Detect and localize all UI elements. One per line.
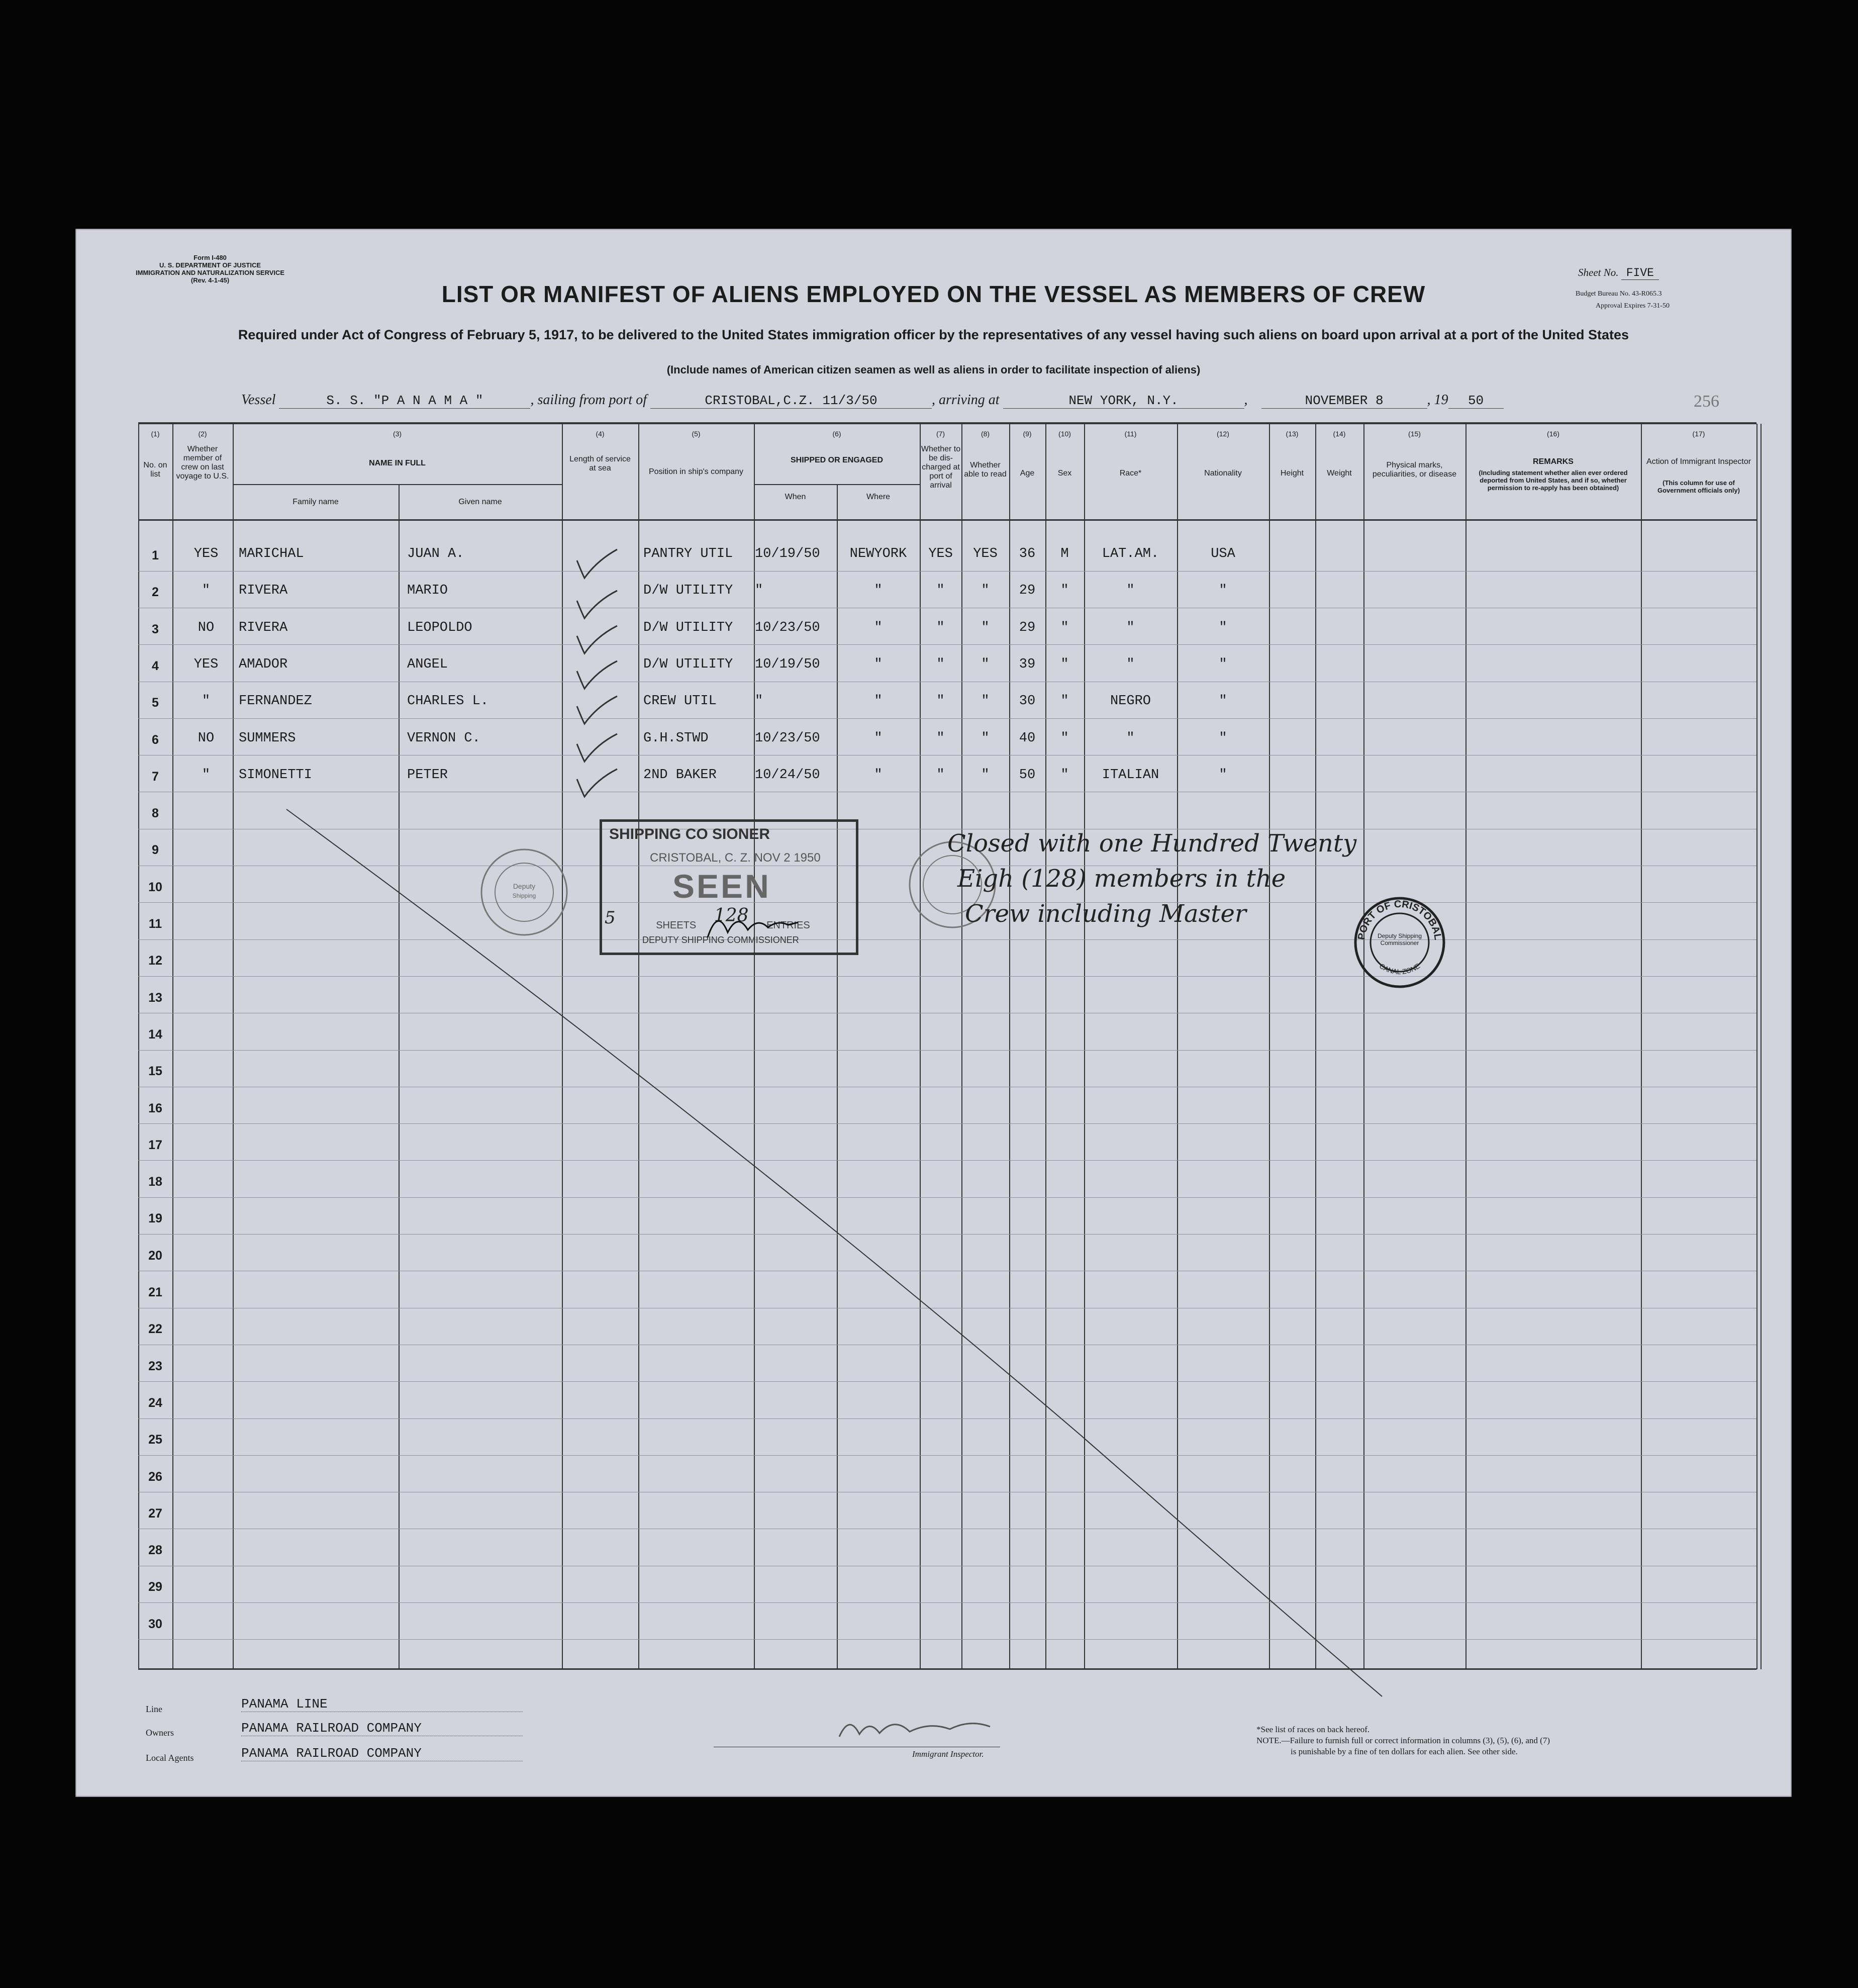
stamp-sheets-label: SHEETS (656, 920, 697, 931)
department: U. S. DEPARTMENT OF JUSTICE (159, 261, 261, 269)
header-physical-marks: Physical marks, peculiarities, or disease (1372, 461, 1457, 479)
row-number: 30 (148, 1617, 162, 1631)
cell-race: LAT.AM. (1102, 546, 1159, 561)
row-number: 4 (152, 658, 159, 673)
page-title: LIST OR MANIFEST OF ALIENS EMPLOYED ON THE VESSEL AS MEMBERS OF CREW (441, 281, 1426, 307)
row-number: 18 (148, 1175, 162, 1189)
form-number: Form I-480 (193, 254, 227, 261)
cell-given: MARIO (407, 583, 448, 599)
handwritten-note-line: Closed with one Hundred Twenty (947, 829, 1357, 858)
cell-age: 36 (1019, 546, 1036, 561)
column-number: (11) (1124, 430, 1137, 438)
header-remarks: REMARKS (1533, 457, 1574, 466)
cell-read: " (981, 620, 990, 635)
handwritten-note-line: Crew including Master (965, 900, 1246, 928)
seal-inner-text: Deputy Shipping Commissioner (1377, 932, 1422, 946)
header-position: Position in ship's company (648, 467, 744, 476)
cell-read: " (981, 767, 990, 783)
row-number: 23 (148, 1359, 162, 1373)
arrival-date: NOVEMBER 8 (1261, 393, 1427, 409)
row-number: 24 (148, 1395, 162, 1410)
cell-position: D/W UTILITY (643, 656, 733, 672)
seal-outer-text: PORT OF CRISTOBAL (1356, 898, 1443, 941)
cell-when: 10/19/50 (755, 546, 820, 561)
sheet-number-label: Sheet No. (1578, 266, 1619, 278)
column-number: (9) (1023, 430, 1032, 438)
departure-port: CRISTOBAL,C.Z. 11/3/50 (650, 393, 932, 409)
cell-position: 2ND BAKER (643, 767, 717, 783)
row-number: 26 (148, 1469, 162, 1484)
handwritten-note-line: Eigh (128) members in the (957, 865, 1286, 893)
header-last-voyage: Whether member of crew on last voyage to U.S. (176, 445, 229, 481)
header-given-name: Given name (458, 498, 502, 506)
cell-family: FERNANDEZ (239, 694, 312, 709)
cell-given: LEOPOLDO (407, 620, 472, 635)
year-prefix: 19 (1434, 392, 1448, 408)
cell-age: 50 (1019, 767, 1036, 783)
cell-prev: " (202, 694, 211, 709)
row-number: 10 (148, 880, 162, 894)
row-number: 25 (148, 1433, 162, 1447)
stamp-entries-label: ENTRIES (766, 920, 810, 931)
cell-race: ITALIAN (1102, 767, 1159, 783)
cell-age: 29 (1019, 583, 1036, 599)
inspector-signature-icon (829, 1709, 1020, 1747)
cell-nationality: " (1219, 767, 1227, 783)
cell-discharge: " (936, 656, 945, 672)
cell-given: CHARLES L. (407, 694, 489, 709)
header-height: Height (1280, 469, 1304, 478)
cell-family: SIMONETTI (239, 767, 312, 783)
footer-note-penalty: NOTE.—Failure to furnish full or correct information in columns (3), (5), (6), and (7) (1256, 1736, 1550, 1745)
arrival-year: 50 (1448, 393, 1504, 409)
svg-text:Shipping: Shipping (512, 892, 536, 899)
cell-sex: " (1060, 694, 1069, 709)
cell-family: MARICHAL (239, 546, 304, 561)
row-number: 3 (152, 622, 159, 636)
header-inspector-action: Action of Immigrant Inspector (1646, 457, 1751, 466)
cell-read: " (981, 583, 990, 599)
column-number: (12) (1217, 430, 1229, 438)
cell-prev: NO (198, 730, 215, 746)
stamp-seen: SEEN (672, 868, 771, 905)
row-number: 7 (152, 769, 159, 784)
arrival-port: NEW YORK, N.Y. (1003, 393, 1244, 409)
cell-given: ANGEL (407, 656, 448, 672)
footer-agents-value: PANAMA RAILROAD COMPANY (241, 1746, 523, 1761)
cell-given: PETER (407, 767, 448, 783)
cell-family: SUMMERS (239, 730, 296, 746)
cell-discharge: " (936, 583, 945, 599)
cell-prev: NO (198, 620, 215, 635)
cell-race: " (1126, 583, 1135, 599)
seal-bottom-text: CANAL ZONE (1378, 962, 1422, 976)
row-number: 5 (152, 696, 159, 710)
budget-bureau: Budget Bureau No. 43-R065.3 (1576, 290, 1662, 298)
header-sex: Sex (1057, 469, 1072, 478)
header-remarks-detail: (Including statement whether alien ever ordered deported from United States, and if so, whether permission to re-apply has been obtained) (1479, 469, 1628, 492)
approval-expires: Approval Expires 7-31-50 (1596, 302, 1670, 310)
cell-when: 10/23/50 (755, 730, 820, 746)
serial-number: 256 (1694, 392, 1719, 411)
header-able-to-read: Whether able to read (964, 461, 1007, 479)
cell-nationality: " (1219, 620, 1227, 635)
service: IMMIGRATION AND NATURALIZATION SERVICE (136, 269, 285, 276)
header-family-name: Family name (292, 498, 339, 506)
cell-position: CREW UTIL (643, 694, 717, 709)
voyage-line: Vessel S. S. "P A N A M A " , sailing from port of CRISTOBAL,C.Z. 11/3/50 , arriving at NEW YORK, N.Y. , NOVEMBER 8 , 19 50 (241, 392, 1504, 409)
header-shipped-or-engaged: SHIPPED OR ENGAGED (790, 456, 884, 464)
row-number: 27 (148, 1506, 162, 1521)
cell-nationality: " (1219, 656, 1227, 672)
cell-read: YES (973, 546, 998, 561)
column-number: (5) (692, 430, 701, 438)
cell-discharge: " (936, 620, 945, 635)
cell-discharge: " (936, 694, 945, 709)
footer-owners-value: PANAMA RAILROAD COMPANY (241, 1721, 523, 1736)
cell-when: " (755, 694, 763, 709)
footer-note-races: *See list of races on back hereof. (1256, 1725, 1370, 1734)
cell-sex: " (1060, 656, 1069, 672)
stamp-sheets-number: 5 (605, 908, 616, 928)
cell-when: 10/19/50 (755, 656, 820, 672)
signature-icon (703, 902, 803, 948)
header-where: Where (866, 493, 891, 501)
cell-race: " (1126, 620, 1135, 635)
cell-given: VERNON C. (407, 730, 480, 746)
cell-age: 30 (1019, 694, 1036, 709)
port-seal (1352, 895, 1447, 990)
cell-nationality: " (1219, 694, 1227, 709)
cell-where: " (874, 694, 883, 709)
cell-position: PANTRY UTIL (643, 546, 733, 561)
cancel-diagonal-line (75, 229, 1792, 1797)
vessel-label: Vessel (241, 392, 276, 408)
column-number: (1) (151, 430, 160, 438)
cell-given: JUAN A. (407, 546, 464, 561)
column-number: (16) (1547, 430, 1559, 438)
footer-agents-label: Local Agents (146, 1753, 194, 1763)
row-number: 19 (148, 1211, 162, 1226)
column-number: (2) (198, 430, 207, 438)
subnote: (Include names of American citizen seamen as well as aliens in order to facilitate inspection of aliens) (666, 363, 1201, 376)
row-number: 29 (148, 1580, 162, 1594)
column-number: (13) (1286, 430, 1299, 438)
header-name-in-full: NAME IN FULL (369, 459, 426, 467)
inspector-label: Immigrant Inspector. (912, 1749, 984, 1759)
cell-race: " (1126, 656, 1135, 672)
cell-nationality: " (1219, 583, 1227, 599)
cell-position: D/W UTILITY (643, 583, 733, 599)
cell-prev: " (202, 767, 211, 783)
cell-where: " (874, 620, 883, 635)
cell-nationality: USA (1211, 546, 1235, 561)
row-number: 21 (148, 1285, 162, 1299)
column-number: (4) (596, 430, 605, 438)
row-number: 13 (148, 990, 162, 1005)
column-number: (8) (981, 430, 990, 438)
cell-sex: " (1060, 583, 1069, 599)
header-when: When (785, 493, 806, 501)
cell-family: RIVERA (239, 583, 288, 599)
column-number: (3) (393, 430, 402, 438)
header-inspector-action-detail: (This column for use of Government officials only) (1657, 479, 1740, 494)
header-discharged: Whether to be dis-charged at port of arrival (921, 445, 961, 490)
row-number: 11 (148, 917, 162, 931)
stamp-entries-number: 128 (714, 905, 749, 926)
cell-sex: " (1060, 620, 1069, 635)
svg-text:CANAL ZONE (1378, 962, 1421, 976)
row-number: 9 (152, 843, 159, 858)
row-number: 17 (148, 1138, 162, 1152)
footer-line-label: Line (146, 1704, 162, 1714)
row-number: 22 (148, 1322, 162, 1337)
cell-prev: " (202, 583, 211, 599)
row-number: 14 (148, 1027, 162, 1042)
cell-age: 40 (1019, 730, 1036, 746)
header-no-on-list: No. on list (143, 461, 167, 479)
column-number: (7) (936, 430, 945, 438)
cell-where: NEWYORK (849, 546, 907, 561)
column-number: (10) (1058, 430, 1071, 438)
footer-owners-label: Owners (146, 1728, 174, 1738)
cell-race: NEGRO (1110, 694, 1151, 709)
revision: (Rev. 4-1-45) (190, 276, 230, 284)
svg-text:Deputy: Deputy (513, 882, 536, 890)
row-number: 6 (152, 732, 159, 747)
cell-age: 39 (1019, 656, 1036, 672)
header-nationality: Nationality (1204, 469, 1242, 478)
cell-where: " (874, 730, 883, 746)
sailing-label: , sailing from port of (530, 392, 647, 408)
header-age: Age (1020, 469, 1035, 478)
sheet-number-value: FIVE (1621, 266, 1659, 280)
footer-line-value: PANAMA LINE (241, 1696, 523, 1712)
cell-read: " (981, 694, 990, 709)
column-number: (17) (1692, 430, 1705, 438)
row-number: 8 (152, 806, 159, 821)
row-number: 20 (148, 1248, 162, 1263)
cell-sex: M (1060, 546, 1069, 561)
port-seal (476, 844, 572, 940)
cell-position: G.H.STWD (643, 730, 709, 746)
stamp-date: CRISTOBAL, C. Z. NOV 2 1950 (650, 851, 821, 865)
cell-where: " (874, 656, 883, 672)
subtitle: Required under Act of Congress of February 5, 1917, to be delivered to the United States immigration officer by the representatives of any vessel having such aliens on board upon arrival at a port of the United States (238, 327, 1629, 342)
cell-discharge: " (936, 767, 945, 783)
cell-race: " (1126, 730, 1135, 746)
cell-sex: " (1060, 767, 1069, 783)
cell-when: " (755, 583, 763, 599)
cell-age: 29 (1019, 620, 1036, 635)
cell-when: 10/24/50 (755, 767, 820, 783)
column-number: (14) (1333, 430, 1346, 438)
stamp-line-1: SHIPPING CO SIONER (609, 826, 770, 842)
column-number: (15) (1408, 430, 1421, 438)
row-number: 28 (148, 1543, 162, 1558)
cell-family: RIVERA (239, 620, 288, 635)
footer-note-penalty-cont: is punishable by a fine of ten dollars for each alien. See other side. (1291, 1747, 1518, 1756)
vessel-name: S. S. "P A N A M A " (279, 393, 530, 409)
cell-discharge: YES (928, 546, 953, 561)
row-number: 12 (148, 954, 162, 968)
cell-discharge: " (936, 730, 945, 746)
cell-prev: YES (193, 546, 219, 561)
stamp-bottom-line: DEPUTY SHIPPING COMMISSIONER (642, 935, 799, 945)
seen-stamp (600, 819, 858, 955)
cell-when: 10/23/50 (755, 620, 820, 635)
cell-position: D/W UTILITY (643, 620, 733, 635)
cell-nationality: " (1219, 730, 1227, 746)
manifest-sheet (75, 229, 1792, 1797)
header-weight: Weight (1327, 469, 1352, 478)
row-number: 16 (148, 1101, 162, 1115)
cell-where: " (874, 583, 883, 599)
column-number: (6) (832, 430, 841, 438)
arriving-label: , arriving at (931, 392, 1000, 408)
cell-prev: YES (193, 656, 219, 672)
header-length-of-service: Length of service at sea (569, 455, 631, 472)
cell-where: " (874, 767, 883, 783)
cell-family: AMADOR (239, 656, 288, 672)
row-number: 15 (148, 1064, 162, 1079)
cell-read: " (981, 730, 990, 746)
cell-sex: " (1060, 730, 1069, 746)
cell-read: " (981, 656, 990, 672)
row-number: 2 (152, 585, 159, 600)
row-number: 1 (152, 548, 159, 562)
header-race: Race* (1119, 469, 1142, 478)
